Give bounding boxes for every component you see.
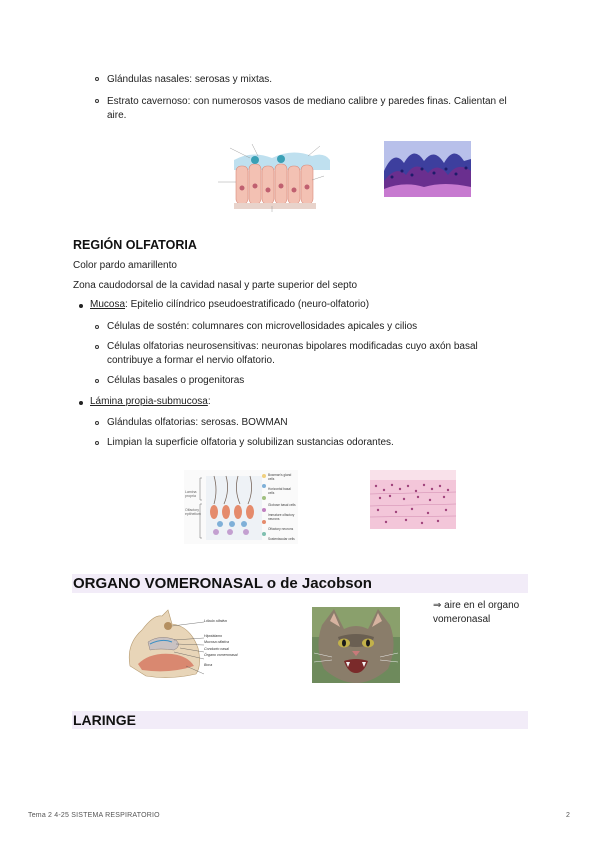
list-item-lamina	[90, 395, 211, 409]
lamina-label: Lámina propia-submucosa	[90, 396, 208, 407]
mucosa-text: : Epitelio cilíndrico pseudoestratificado (neuro-olfatorio)	[125, 299, 370, 310]
list-item: Glándulas olfatorias: serosas. BOWMAN	[107, 417, 288, 428]
list-bullet	[79, 304, 83, 308]
figure2-left-label: Lamina propria	[185, 490, 197, 498]
respiratory-epithelium-micrograph	[384, 141, 471, 197]
list-bullet	[79, 401, 83, 405]
list-item-line: Células olfatorias neurosensitivas: neuronas bipolares modificadas cuyo axón basal	[107, 341, 478, 352]
section-heading-laringe: LARINGE	[73, 712, 136, 728]
list-bullet	[95, 345, 99, 349]
list-item-line: Estrato cavernoso: con numerosos vasos de mediano calibre y paredes finas. Calientan el	[107, 96, 507, 107]
figure2-right-label: Horizontal basal cells	[268, 487, 291, 495]
vomeronasal-note: ⇒ aire en el organo	[433, 600, 520, 611]
mucosa-label: Mucosa	[90, 299, 126, 310]
figure2-right-label: Olfactory neurons	[268, 527, 294, 531]
olfactory-epithelium-micrograph	[370, 470, 456, 529]
vomeronasal-diagram-label: Conducto nasal	[204, 646, 229, 651]
vomeronasal-diagram-label: Hipotálamo	[204, 634, 223, 639]
list-bullet	[95, 379, 99, 383]
vomeronasal-diagram-label: Lóbulo olfativo	[204, 619, 228, 623]
list-bullet	[95, 441, 99, 445]
figure2-left-label: Olfactory epithelium	[185, 508, 201, 516]
figure2-right-label: Sustentacular cells	[268, 537, 295, 541]
lamina-colon: :	[207, 396, 211, 407]
vomeronasal-diagram-label: Órgano vomeronasal	[204, 652, 238, 657]
figure2-right-label: Immature olfactory neurons	[268, 513, 295, 521]
paragraph: Color pardo amarillento	[73, 260, 177, 271]
section-heading-vomeronasal: ORGANO VOMERONASAL o de Jacobson	[73, 575, 372, 592]
figure2-right-label: Bowman's gland cells	[268, 473, 292, 481]
list-item: Limpian la superficie olfatoria y solubilizan sustancias odorantes.	[107, 437, 394, 448]
olfactory-epithelium-diagram	[184, 470, 298, 544]
list-item: Células basales o progenitoras	[107, 375, 245, 386]
list-item-mucosa	[90, 298, 369, 312]
respiratory-epithelium-diagram	[212, 140, 340, 214]
paragraph: Zona caudodorsal de la cavidad nasal y parte superior del septo	[73, 280, 358, 291]
vomeronasal-organ-diagram	[120, 608, 244, 682]
vomeronasal-diagram-label: Mucosa olfativa	[204, 640, 229, 645]
list-bullet	[95, 421, 99, 425]
heading-band	[72, 711, 528, 729]
list-bullet	[95, 99, 99, 103]
figure2-right-label: Globose basal cells	[268, 503, 296, 507]
page-number: 2	[566, 812, 571, 819]
list-bullet	[95, 325, 99, 329]
footer-title: Tema 2 4-25 SISTEMA RESPIRATORIO	[28, 812, 160, 819]
section-heading-olfatoria: REGIÓN OLFATORIA	[73, 238, 197, 252]
list-bullet	[95, 77, 99, 81]
list-item-line: aire.	[107, 110, 127, 121]
list-item: Células de sostén: columnares con microvellosidades apicales y cilios	[107, 321, 418, 332]
list-item-line: contribuye a formar el nervio olfatorio.	[107, 355, 275, 366]
vomeronasal-diagram-label: Boca	[204, 663, 213, 668]
vomeronasal-note: vomeronasal	[433, 614, 491, 625]
list-item: Glándulas nasales: serosas y mixtas.	[107, 74, 273, 85]
cat-flehmen-photo	[312, 607, 400, 683]
